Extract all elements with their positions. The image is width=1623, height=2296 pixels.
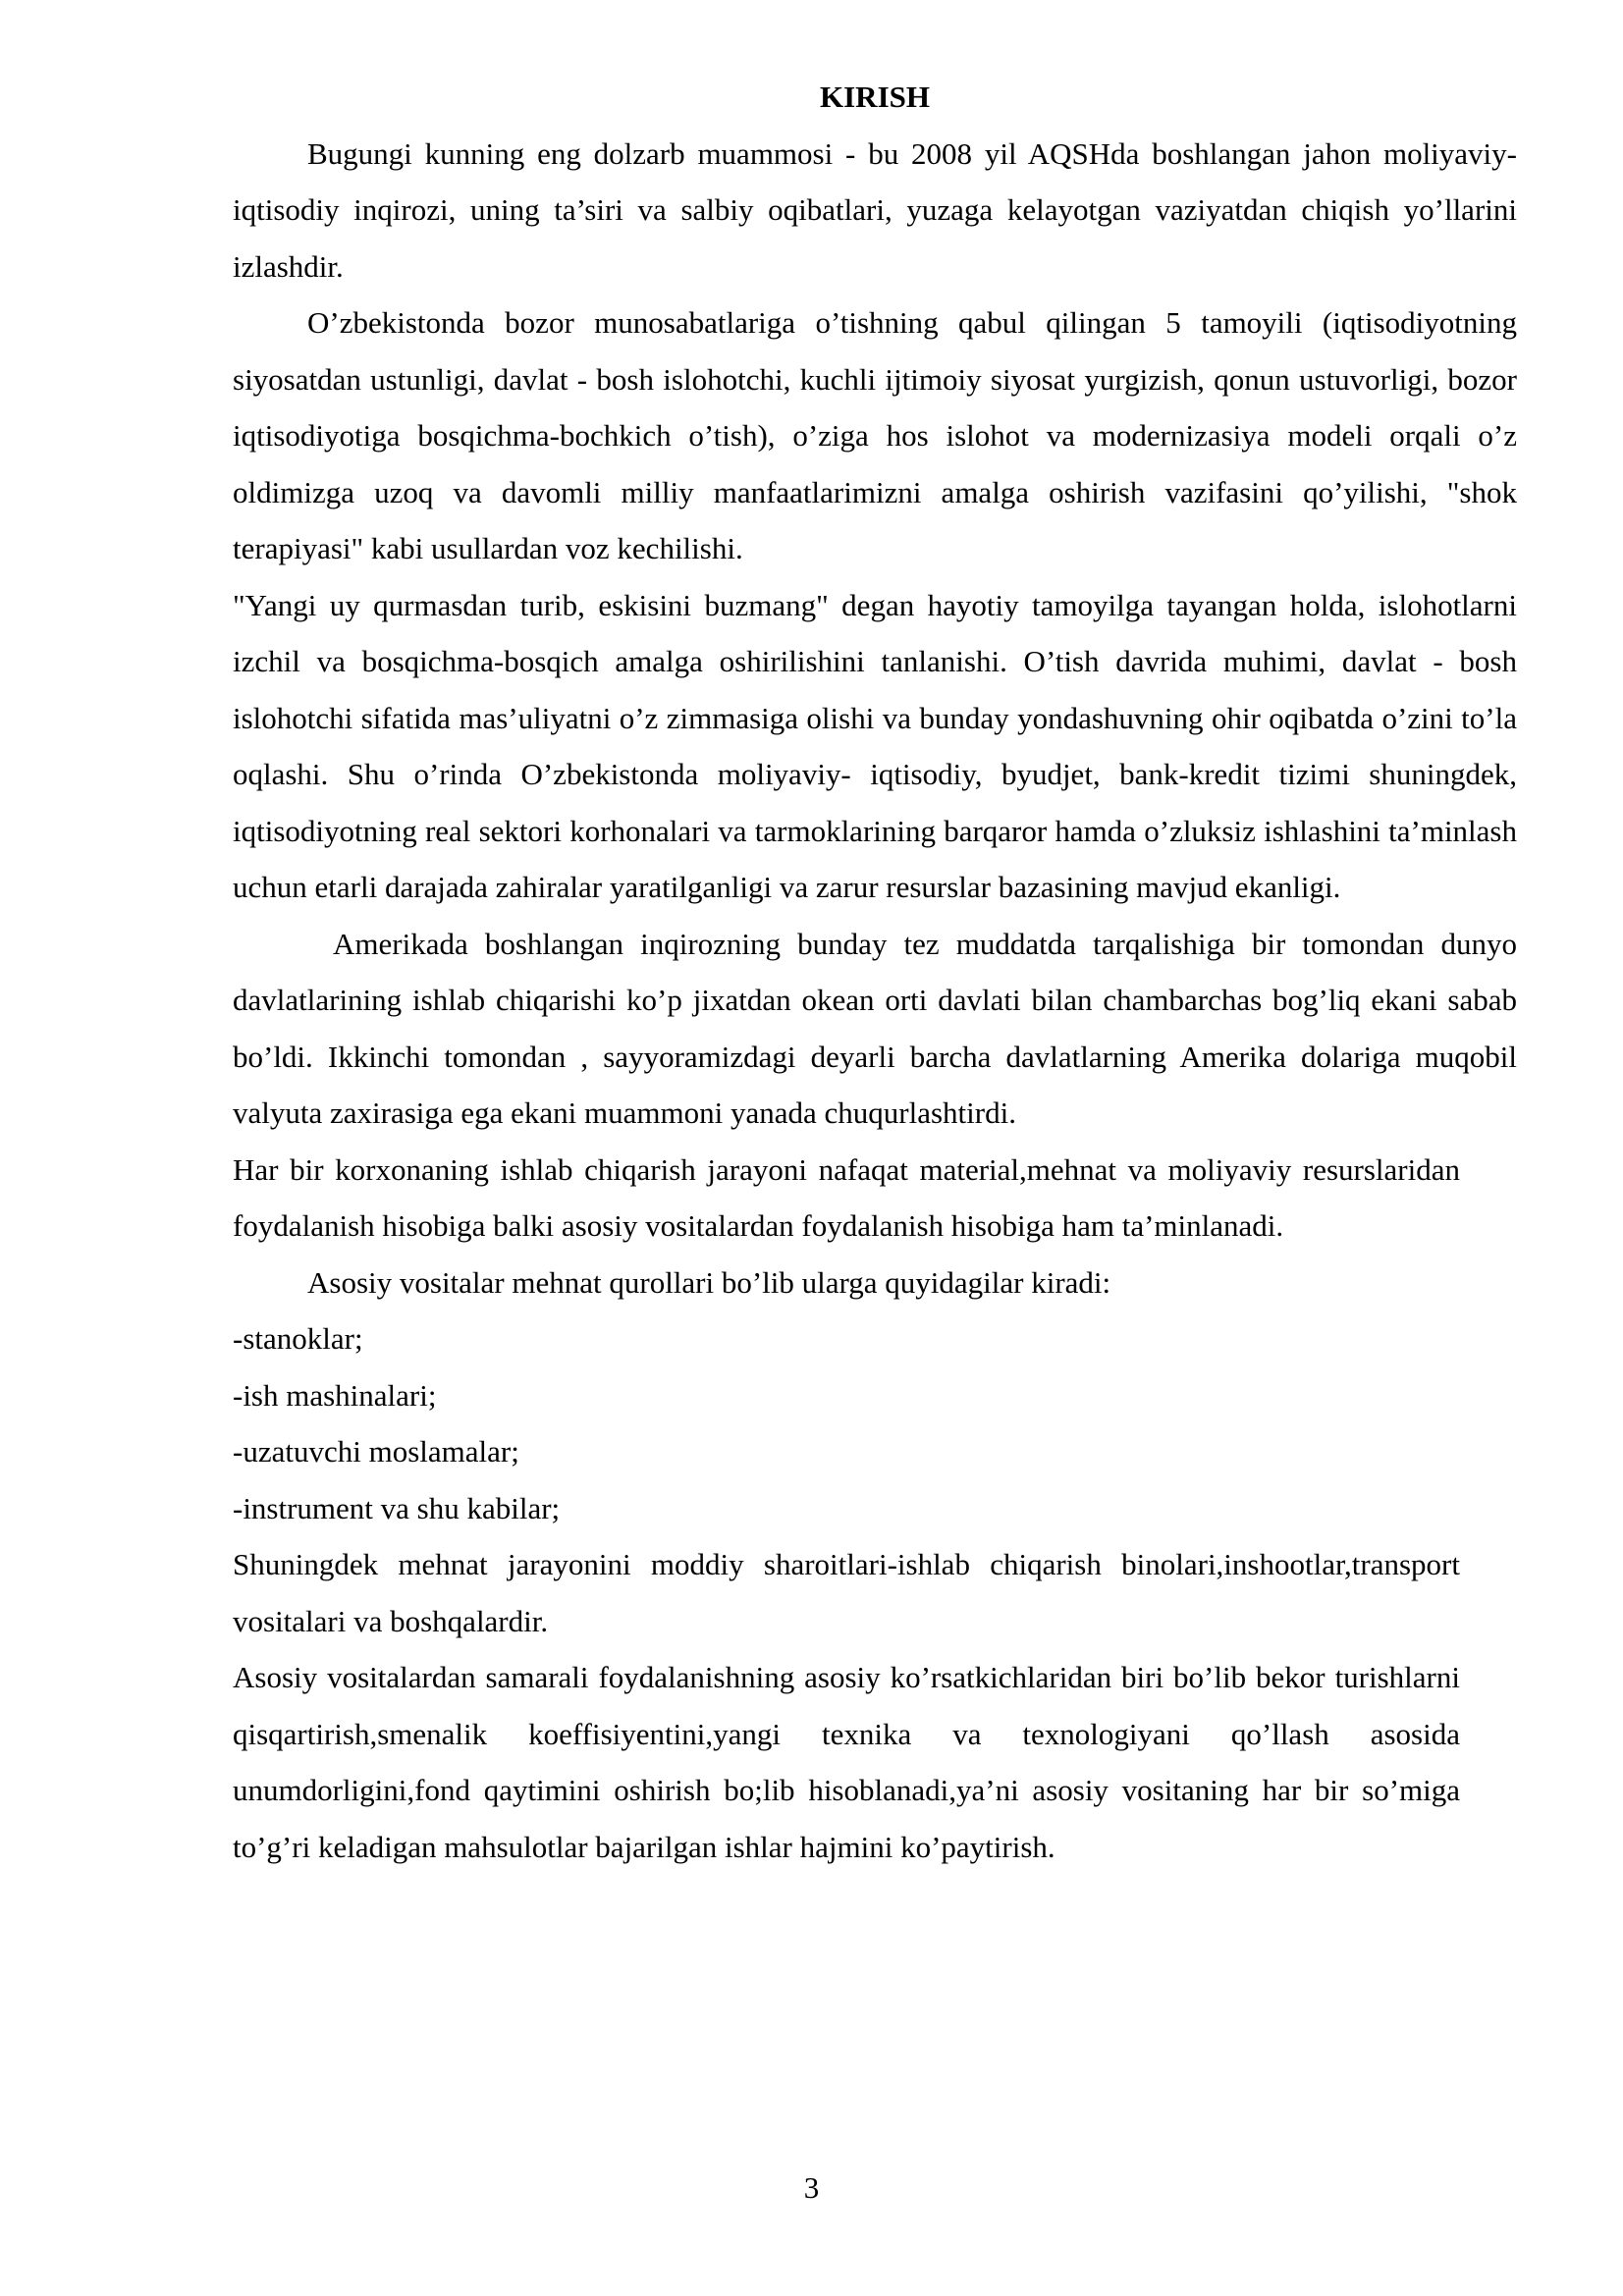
paragraph-principles: O’zbekistonda bozor munosabatlariga o’tishning qabul qilingan 5 tamoyili (iqtisodiyotning siyosatdan ustunligi, davlat - bosh islohotchi, kuchli ijtimoiy siyosat yurgizish, qonun ustuvorligi, bozor iqtisodiyotiga bosqichma-bochkich o’tish), o’ziga hos islohot va modernizasiya modeli orqali o’z oldimizga uzoq va davomli milliy manfaatlarimizni amalga oshirish vazifasini qo’yilishi, "shok terapiyasi" kabi usullardan voz kechilishi.: [233, 305, 1517, 565]
paragraph-intro: Bugungi kunning eng dolzarb muammosi - bu 2008 yil AQSHda boshlangan jahon moliyaviy-iqtisodiy inqirozi, uning ta’siri va salbiy oqibatlari, yuzaga kelayotgan vaziyatdan chiqish yo’llarini izlashdir.: [233, 135, 1517, 284]
paragraph-reforms: "Yangi uy qurmasdan turib, eskisini buzmang" degan hayotiy tamoyilga tayangan holda, islohotlarni izchil va bosqichma-bosqich amalga oshirilishini tanlanishi. O’tish davrida muhimi, davlat - bosh islohotchi sifatida mas’uliyatni o’z zimmasiga olishi va bunday yondashuvning ohir oqibatda o’zini to’la oqlashi. Shu o’rinda O’zbekistonda moliyaviy- iqtisodiy, byudjet, bank-kredit tizimi shuningdek, iqtisodiyotning real sektori korhonalari va tarmoklarining barqaror hamda o’zluksiz ishlashini ta’minlash uchun etarli darajada zahiralar yaratilganligi va zarur resurslar bazasining mavjud ekanligi.: [233, 587, 1517, 904]
paragraph-fixed-assets: Asosiy vositalar mehnat qurollari bo’lib ularga quyidagilar kiradi:: [307, 1264, 1111, 1300]
paragraph-efficiency: Asosiy vositalardan samarali foydalanishning asosiy ko’rsatkichlaridan biri bo’lib bekor turishlarni qisqartirish,smenalik koeffisiyentini,yangi texnika va texnologiyani qo’llash asosida unumdorligini,fond qaytimini oshirish bo;lib hisoblanadi,ya’ni asosiy vositaning har bir so’miga to’g’ri keladigan mahsulotlar bajarilgan ishlar hajmini ko’paytirish.: [233, 1660, 1460, 1864]
page-number: 3: [803, 2170, 820, 2205]
paragraph-crisis: Amerikada boshlangan inqirozning bunday tez muddatda tarqalishiga bir tomondan dunyo davlatlarining ishlab chiqarishi ko’p jixatdan okean orti davlati bilan chambarchas bog’liq ekani sabab bo’ldi. Ikkinchi tomondan , sayyoramizdagi deyarli barcha davlatlarning Amerika dolariga muqobil valyuta zaxirasiga ega ekani muammoni yanada chuqurlashtirdi.: [233, 926, 1517, 1130]
list-item: -instrument va shu kabilar;: [233, 1490, 561, 1525]
paragraph-production: Har bir korxonaning ishlab chiqarish jarayoni nafaqat material,mehnat va moliyaviy resurslaridan foydalanish hisobiga balki asosiy vositalardan foydalanish hisobiga ham ta’minlanadi.: [233, 1151, 1460, 1243]
list-item: -ish mashinalari;: [233, 1377, 437, 1413]
list-item: -uzatuvchi moslamalar;: [233, 1434, 519, 1468]
list-item: -stanoklar;: [233, 1321, 363, 1356]
paragraph-conditions: Shuningdek mehnat jarayonini moddiy sharoitlari-ishlab chiqarish binolari,inshootlar,transport vositalari va boshqalardir.: [233, 1547, 1460, 1638]
document-body: [233, 69, 1517, 1875]
page-title: KIRISH: [820, 80, 930, 114]
